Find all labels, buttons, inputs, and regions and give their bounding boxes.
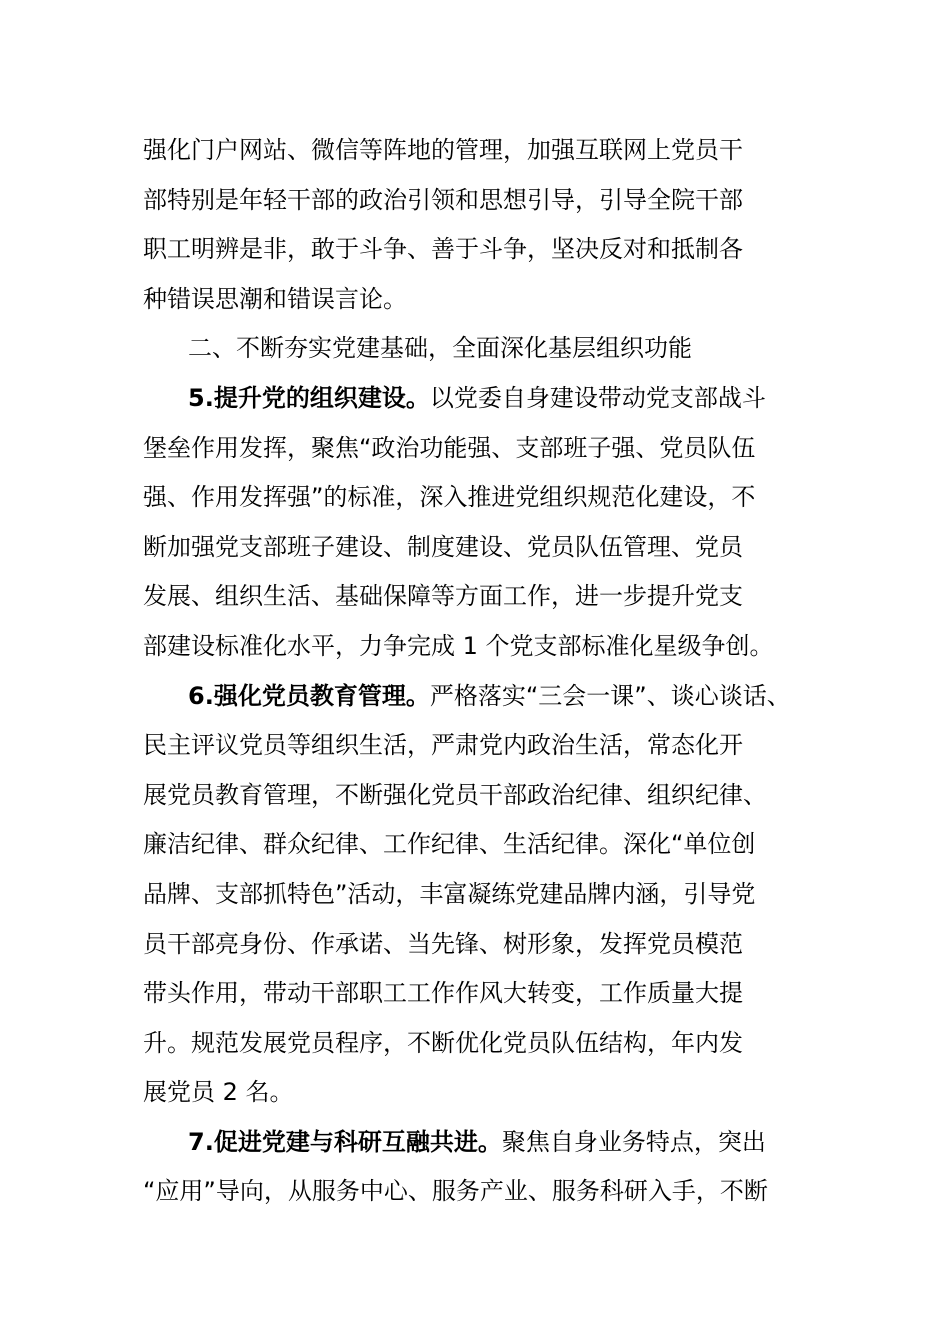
item-text: 严格落实“三会一课”、谈心谈话、: [429, 681, 791, 710]
text-line: 升。规范发展党员程序，不断优化党员队伍结构，年内发: [143, 1028, 743, 1057]
text-line: 职工明辨是非，敢于斗争、善于斗争，坚决反对和抵制各: [143, 235, 743, 264]
item-title: 7.促进党建与科研互融共进。: [188, 1127, 502, 1156]
item-title: 6.强化党员教育管理。: [188, 681, 430, 710]
text-line: 断加强党支部班子建设、制度建设、党员队伍管理、党员: [143, 532, 743, 561]
item-title: 5.提升党的组织建设。: [188, 383, 430, 412]
text-line: 强、作用发挥强”的标准，深入推进党组织规范化建设，不: [143, 483, 756, 512]
document-page: [143, 126, 813, 1217]
text-line: 员干部亮身份、作承诺、当先锋、树形象，发挥党员模范: [143, 929, 743, 958]
text-line: 展党员 2 名。: [143, 1078, 294, 1107]
item-text: 以党委自身建设带动党支部战斗: [429, 383, 766, 412]
paragraph-first-line: [143, 672, 813, 722]
text-line: “应用”导向，从服务中心、服务产业、服务科研入手，不断: [143, 1177, 768, 1206]
text-line: 廉洁纪律、群众纪律、工作纪律、生活纪律。深化“单位创: [143, 830, 756, 859]
text-line: 品牌、支部抓特色”活动，丰富凝练党建品牌内涵，引导党: [143, 879, 756, 908]
text-line: 种错误思潮和错误言论。: [143, 284, 407, 313]
text-line: 带头作用，带动干部职工工作作风大转变，工作质量大提: [143, 979, 743, 1008]
paragraph-item-5: [143, 374, 813, 672]
text-line: 部建设标准化水平，力争完成 1 个党支部标准化星级争创。: [143, 631, 774, 660]
text-line: 展党员教育管理，不断强化党员干部政治纪律、组织纪律、: [143, 780, 767, 809]
text-line: 发展、组织生活、基础保障等方面工作，进一步提升党支: [143, 582, 743, 611]
paragraph-item-7: [143, 1118, 813, 1217]
text-line: 部特别是年轻干部的政治引领和思想引导，引导全院干部: [143, 185, 743, 214]
paragraph-continuation: [143, 126, 813, 324]
text-line: 堡垒作用发挥，聚焦“政治功能强、支部班子强、党员队伍: [143, 433, 756, 462]
paragraph-first-line: [143, 1118, 813, 1168]
item-text: 聚焦自身业务特点，突出: [501, 1127, 766, 1156]
paragraph-item-6: [143, 672, 813, 1118]
paragraph-first-line: [143, 374, 813, 424]
section-heading: 二、不断夯实党建基础，全面深化基层组织功能: [188, 334, 692, 363]
text-line: 民主评议党员等组织生活，严肃党内政治生活，常态化开: [143, 731, 743, 760]
text-line: 强化门户网站、微信等阵地的管理，加强互联网上党员干: [143, 136, 743, 164]
